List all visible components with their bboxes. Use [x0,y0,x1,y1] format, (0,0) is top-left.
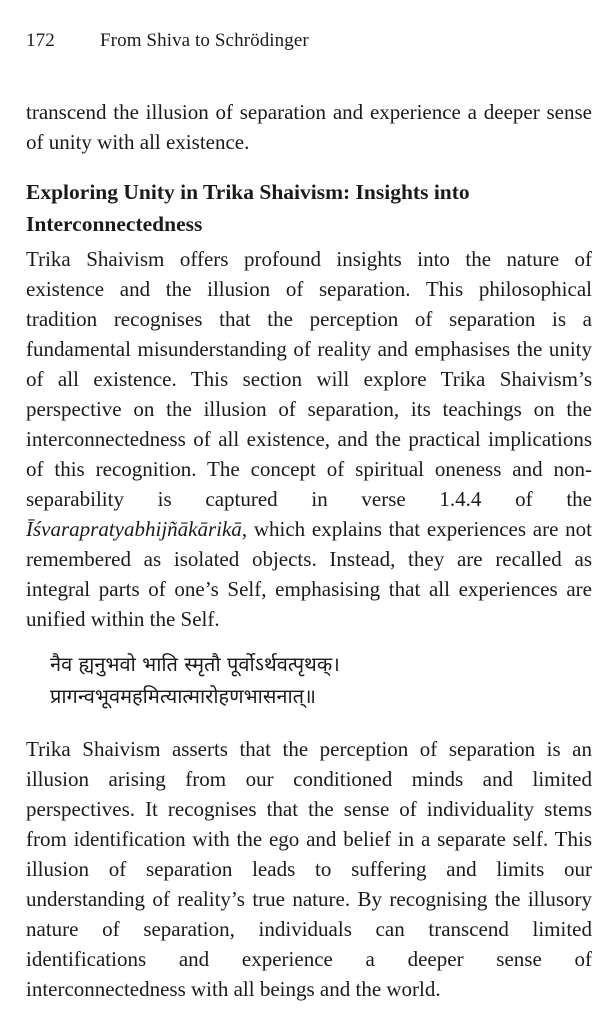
paragraph-1-text-start: Trika Shaivism offers profound insights into the nature of existence and the illusion of separation. This philosophical tradition recognises that the perception of separation is a fundamental misunderstanding of reality and emphasises the unity of all existence. This section will explore Trika Shaivism’s perspective on the illusion of separation, its teachings on the interconnectedness of all existence, and the practical implications of this recognition. The concept of spiritual oneness and non-separability is captured in verse 1.4.4 of the [26,247,592,511]
paragraph-1-text-end: , which explains that experiences are not remembered as isolated objects. Instead, they are recalled as integral parts of one’s Self, emphasising that all experiences are unified within the Self. [26,517,592,631]
sanskrit-verse [50,648,570,712]
body-paragraph-2: Trika Shaivism asserts that the perception of separation is an illusion arising from our conditioned minds and limited perspectives. It recognises that the sense of individuality stems from identification with the ego and belief in a separate self. This illusion of separation leads to suffering and limits our understanding of reality’s true nature. By recognising the illusory nature of separation, individuals can transcend limited identifications and experience a deeper sense of interconnectedness with all beings and the world. [26,737,592,1001]
section-heading: Exploring Unity in Trika Shaivism: Insights into Interconnectedness [26,180,470,236]
continuation-paragraph: transcend the illusion of separation and experience a deeper sense of unity with all existence. [26,100,592,154]
page-number: 172 [26,30,55,51]
body-paragraph-1 [26,244,592,634]
verse-line-2: प्रागन्वभूवमहमित्यात्मारोहणभासनात्॥ [50,684,317,708]
text-title-italic: Īśvarapratyabhijñākārikā [26,517,242,541]
verse-line-1: नैव ह्यनुभवो भाति स्मृतौ पूर्वोऽर्थवत्पृथक्। [50,652,340,676]
book-title: From Shiva to Schrödinger [100,30,309,51]
running-header [26,30,309,52]
